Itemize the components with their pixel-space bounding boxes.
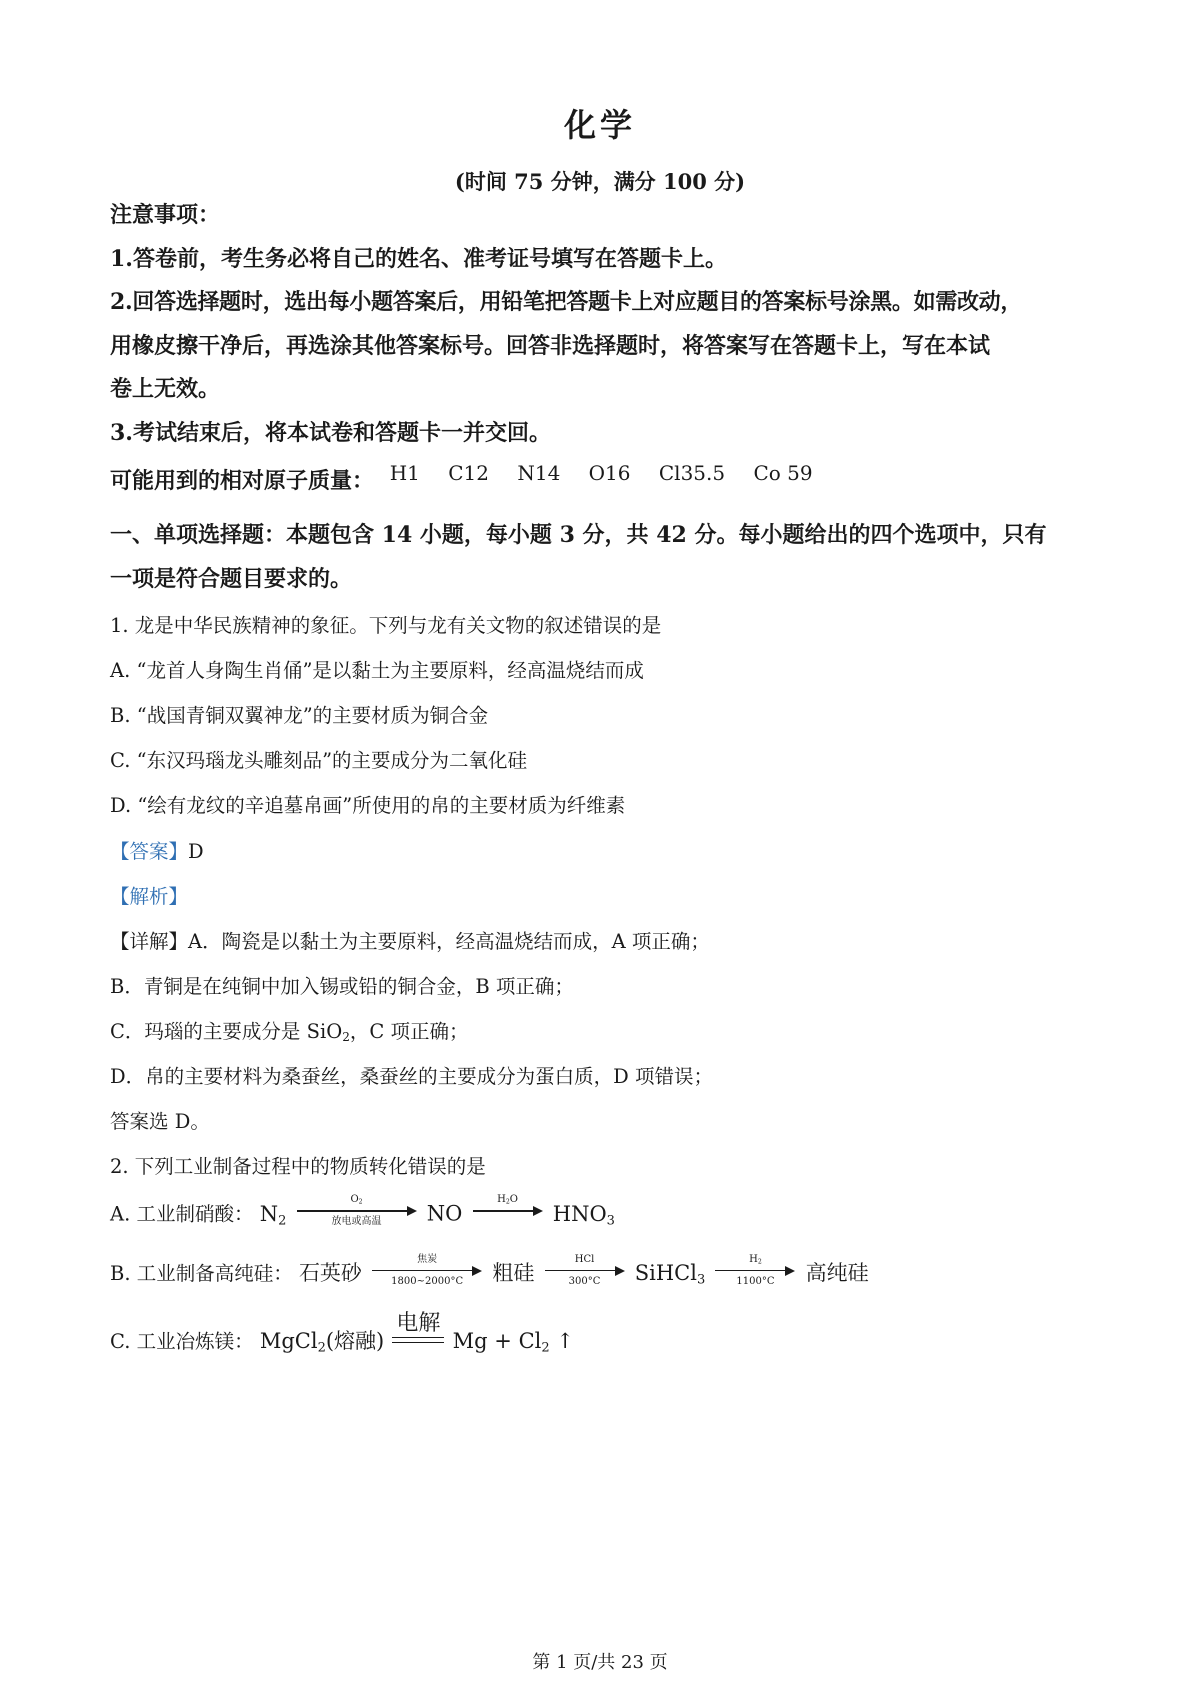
- notice-item-1: 1.答卷前，考生务必将自己的姓名、准考证号填写在答题卡上。: [110, 246, 727, 272]
- q1-stem: 1. 龙是中华民族精神的象征。下列与龙有关文物的叙述错误的是: [110, 614, 662, 637]
- atomic-mass-value: Co 59: [753, 461, 813, 485]
- q2-option-c: [110, 1310, 574, 1359]
- q1-conclusion: 答案选 D。: [110, 1110, 210, 1133]
- atomic-masses-label: 可能用到的相对原子质量：: [110, 468, 375, 494]
- q1-detail-c: C．玛瑙的主要成分是 SiO$_2$，C 项正确；: [110, 1020, 469, 1045]
- q2-option-a: [110, 1194, 615, 1232]
- reaction-arrow: HCl 300°C: [545, 1254, 625, 1288]
- option-label: B. 工业制备高纯硅：: [110, 1262, 293, 1285]
- q1-option-a: A. “龙首人身陶生肖俑”是以黏土为主要原料，经高温烧结而成: [110, 659, 644, 682]
- chem-species: 粗硅: [492, 1261, 535, 1285]
- chem-species: $Mg + Cl_2$ ↑: [452, 1329, 574, 1356]
- analysis-tag: 【解析】: [110, 885, 189, 908]
- reaction-arrow: $H_2$ 1100°C: [715, 1254, 795, 1288]
- option-label: C. 工业冶炼镁：: [110, 1330, 254, 1353]
- chem-species: MgCl$_2$(熔融): [259, 1329, 385, 1356]
- answer-value: D: [188, 840, 204, 863]
- chem-species: $N_2$: [259, 1201, 287, 1228]
- atomic-mass-value: O16: [588, 461, 631, 485]
- notice-heading: 注意事项：: [110, 202, 221, 228]
- answer-tag: 【答案】: [110, 840, 189, 863]
- chem-species: $HNO_3$: [552, 1201, 615, 1228]
- option-label: A. 工业制硝酸：: [110, 1202, 254, 1226]
- q2-option-b: [110, 1253, 869, 1292]
- detail-tag: 【详解】: [110, 930, 189, 953]
- exam-time-info: (时间 75 分钟，满分 100 分): [454, 169, 746, 194]
- chem-species: 高纯硅: [805, 1261, 869, 1285]
- q1-option-b: B. “战国青铜双翼神龙”的主要材质为铜合金: [110, 704, 489, 727]
- q1-option-c: C. “东汉玛瑙龙头雕刻品”的主要成分为二氧化硅: [110, 749, 528, 772]
- reaction-arrow: $O_2$ 放电或高温: [297, 1194, 417, 1228]
- electrolysis-equals: 电解: [392, 1311, 444, 1343]
- atomic-mass-value: N14: [517, 461, 561, 485]
- atomic-masses: [110, 461, 835, 495]
- notice-item-2-line2: 用橡皮擦干净后，再选涂其他答案标号。回答非选择题时，将答案写在答题卡上，写在本试: [110, 333, 991, 359]
- q1-detail-d: D．帛的主要材料为桑蚕丝，桑蚕丝的主要成分为蛋白质，D 项错误；: [110, 1065, 713, 1088]
- section1-line2: 一项是符合题目要求的。: [110, 566, 353, 592]
- q1-option-d: D. “绘有龙纹的辛追墓帛画”所使用的帛的主要材质为纤维素: [110, 794, 626, 817]
- reaction-arrow: $H_2O$: [473, 1194, 543, 1228]
- atomic-mass-value: C12: [448, 461, 489, 485]
- atomic-mass-value: Cl35.5: [658, 461, 726, 485]
- q1-detail-b: B．青铜是在纯铜中加入锡或铅的铜合金，B 项正确；: [110, 975, 574, 998]
- page-title: 化学: [563, 106, 636, 144]
- notice-item-2-line3: 卷上无效。: [110, 376, 221, 402]
- section1-line1: 一、单项选择题：本题包含 14 小题，每小题 3 分，共 42 分。每小题给出的四个选项中，只有: [110, 522, 1047, 548]
- chem-species: 石英砂: [298, 1261, 362, 1285]
- notice-item-3: 3.考试结束后，将本试卷和答题卡一并交回。: [110, 420, 551, 446]
- atomic-mass-value: H1: [389, 461, 420, 485]
- notice-item-2-line1: 2.回答选择题时，选出每小题答案后，用铅笔把答题卡上对应题目的答案标号涂黑。如需改动，: [110, 289, 1023, 315]
- page-footer: 第 1 页/共 23 页: [532, 1652, 668, 1673]
- chem-species: NO: [426, 1201, 463, 1226]
- chem-species: SiHCl$_3$: [634, 1261, 706, 1288]
- q1-answer: [110, 836, 204, 864]
- q1-detail-a: 【详解】A．陶瓷是以黏土为主要原料，经高温烧结而成，A 项正确；: [110, 930, 710, 953]
- reaction-arrow: 焦炭 1800~2000°C: [372, 1254, 482, 1288]
- q2-stem: 2. 下列工业制备过程中的物质转化错误的是: [110, 1155, 486, 1178]
